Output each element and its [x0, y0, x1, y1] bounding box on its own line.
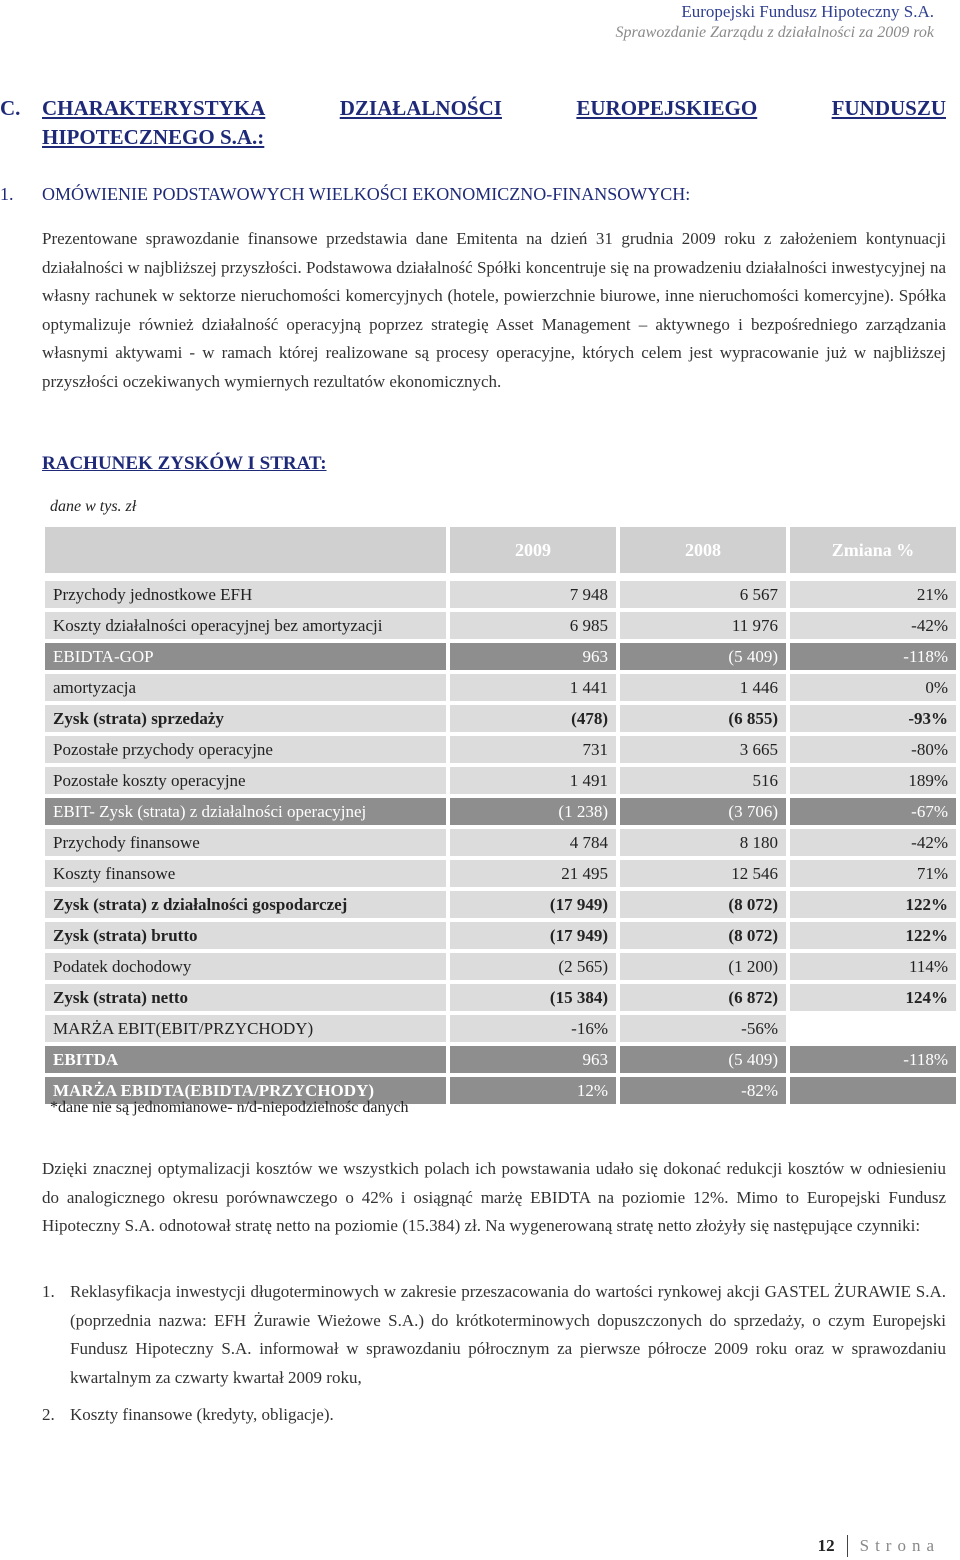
- row-label: Przychody jednostkowe EFH: [45, 581, 446, 608]
- value-change: [790, 1077, 956, 1104]
- row-label: Zysk (strata) z działalności gospodarczej: [45, 891, 446, 918]
- value-change: 189%: [790, 767, 956, 794]
- section-c-word: EUROPEJSKIEGO: [576, 96, 758, 120]
- row-label: Koszty działalności operacyjnej bez amortyzacji: [45, 612, 446, 639]
- section-c-line2: HIPOTECZNEGO S.A.:: [42, 125, 265, 149]
- value-2008: 12 546: [620, 860, 786, 887]
- value-2008: 3 665: [620, 736, 786, 763]
- value-2009: 12%: [450, 1077, 616, 1104]
- value-2009: 1 491: [450, 767, 616, 794]
- value-change: 122%: [790, 891, 956, 918]
- value-change: -42%: [790, 612, 956, 639]
- table-row: [45, 922, 956, 949]
- row-label: Przychody finansowe: [45, 829, 446, 856]
- section-1-heading: [0, 184, 946, 205]
- summary-paragraph: Dzięki znacznej optymalizacji kosztów we wszystkich polach ich powstawania udało się dokonać redukcji kosztów w odniesieniu do analogicznego okresu porównawczego o 42% i osiągnąć marżę EBIDTA na poziomie 12%. Mimo to Europejski Fundusz Hipoteczny S.A. odnotował stratę netto na poziomie (15.384) zł. Na wygenerowaną stratę netto złożyły się następujące czynniki:: [42, 1159, 946, 1235]
- pl-title: RACHUNEK ZYSKÓW I STRAT:: [42, 453, 327, 474]
- list-item-text: Reklasyfikacja inwestycji długoterminowych w zakresie przeszacowania do wartości rynkowej akcji GASTEL ŻURAWIE S.A. (poprzednia nazwa: EFH Żurawie Wieżowe S.A.) do krótkoterminowych dopuszczonych do sprzedaży, o czym Europejski Fundusz Hipoteczny S.A. informował w sprawozdaniu półrocznym za pierwsze półrocze 2009 roku oraz w sprawozdaniu kwartalnym za czwarty kwartał 2009 roku,: [70, 1282, 946, 1387]
- value-2008: (1 200): [620, 953, 786, 980]
- table-row: [45, 643, 956, 670]
- value-change: 71%: [790, 860, 956, 887]
- value-2009: 6 985: [450, 612, 616, 639]
- value-2009: (15 384): [450, 984, 616, 1011]
- table-row: [45, 705, 956, 732]
- header-cell: Zmiana %: [790, 527, 956, 573]
- value-change: 114%: [790, 953, 956, 980]
- table-row: [45, 1046, 956, 1073]
- value-change: 122%: [790, 922, 956, 949]
- list-item: [42, 1401, 946, 1430]
- header-cell: 2008: [620, 527, 786, 573]
- table-footnote: *dane nie są jednomianowe- n/d-niepodzielnośc danych: [50, 1099, 409, 1116]
- value-2009: 1 441: [450, 674, 616, 701]
- value-2009: -16%: [450, 1015, 616, 1042]
- row-label: Koszty finansowe: [45, 860, 446, 887]
- section-c-word: FUNDUSZU: [831, 96, 946, 120]
- row-label: EBITDA: [45, 1046, 446, 1073]
- list-item-number: 1.: [42, 1282, 55, 1301]
- value-2008: (8 072): [620, 922, 786, 949]
- row-label: Podatek dochodowy: [45, 953, 446, 980]
- table-row: [45, 860, 956, 887]
- section-c-heading: [0, 96, 946, 150]
- table-row: [45, 767, 956, 794]
- value-change: -118%: [790, 1046, 956, 1073]
- page-footer: [818, 1535, 940, 1557]
- value-2009: (478): [450, 705, 616, 732]
- table-row: [45, 1015, 956, 1042]
- table-row: [45, 736, 956, 763]
- value-2008: 516: [620, 767, 786, 794]
- table-row: [45, 798, 956, 825]
- value-2008: -82%: [620, 1077, 786, 1104]
- value-2009: 731: [450, 736, 616, 763]
- value-change: -93%: [790, 705, 956, 732]
- page-number: 12: [817, 1536, 835, 1555]
- row-label: Pozostałe przychody operacyjne: [45, 736, 446, 763]
- value-2008: (6 872): [620, 984, 786, 1011]
- value-2009: 4 784: [450, 829, 616, 856]
- row-label: MARŻA EBIT(EBIT/PRZYCHODY): [45, 1015, 446, 1042]
- header-company: Europejski Fundusz Hipoteczny S.A.: [681, 2, 934, 21]
- factor-list: [42, 1278, 946, 1439]
- intro-paragraph: Prezentowane sprawozdanie finansowe przedstawia dane Emitenta na dzień 31 grudnia 2009 roku z założeniem kontynuacji działalności w najbliższej przyszłości. Podstawowa działalność Spółki koncentruje się na prowadzeniu działalności inwestycyjnej na własny rachunek w sektorze nieruchomości komercyjnych (hotele, powierzchnie biurowe, inne nieruchomości komercyjne). Spółka optymalizuje również działalność operacyjną poprzez strategię Asset Management – aktywnego i bezpośredniego zarządzania własnymi aktywami - w ramach której realizowane są procesy operacyjne, których celem jest wypracowanie już w najbliższej przyszłości oczekiwanych wymiernych rezultatów ekonomicznych.: [42, 229, 946, 391]
- section-c-number: C.: [0, 96, 21, 120]
- value-2008: 1 446: [620, 674, 786, 701]
- value-2008: 8 180: [620, 829, 786, 856]
- value-change: 21%: [790, 581, 956, 608]
- table-row: [45, 829, 956, 856]
- value-2008: (8 072): [620, 891, 786, 918]
- table-row: [45, 581, 956, 608]
- value-2009: (1 238): [450, 798, 616, 825]
- value-2008: 6 567: [620, 581, 786, 608]
- row-label: Pozostałe koszty operacyjne: [45, 767, 446, 794]
- section-1-title: OMÓWIENIE PODSTAWOWYCH WIELKOŚCI EKONOMICZNO-FINANSOWYCH:: [42, 184, 691, 204]
- row-label: amortyzacja: [45, 674, 446, 701]
- value-2009: (17 949): [450, 922, 616, 949]
- section-c-word: DZIAŁALNOŚCI: [339, 96, 502, 120]
- table-row: [45, 674, 956, 701]
- value-change: -67%: [790, 798, 956, 825]
- table-row: [45, 984, 956, 1011]
- row-label: MARŻA EBIDTA(EBIDTA/PRZYCHODY): [45, 1077, 446, 1104]
- value-2009: (2 565): [450, 953, 616, 980]
- value-2008: -56%: [620, 1015, 786, 1042]
- row-label: Zysk (strata) sprzedaży: [45, 705, 446, 732]
- section-c-word: CHARAKTERYSTYKA: [42, 96, 266, 120]
- income-statement-table: [41, 523, 960, 1108]
- header-cell: [45, 527, 446, 573]
- row-label: EBIT- Zysk (strata) z działalności operacyjnej: [45, 798, 446, 825]
- value-2008: (5 409): [620, 643, 786, 670]
- header-cell: 2009: [450, 527, 616, 573]
- value-change: -42%: [790, 829, 956, 856]
- value-2009: 963: [450, 1046, 616, 1073]
- row-label: Zysk (strata) netto: [45, 984, 446, 1011]
- page-label: Strona: [859, 1536, 940, 1555]
- table-row: [45, 953, 956, 980]
- header-subtitle: Sprawozdanie Zarządu z działalności za 2009 rok: [615, 24, 934, 41]
- list-item: [42, 1278, 946, 1392]
- list-item-number: 2.: [42, 1405, 55, 1424]
- footer-divider: [847, 1535, 848, 1557]
- value-change: [790, 1015, 956, 1042]
- value-change: -118%: [790, 643, 956, 670]
- value-change: -80%: [790, 736, 956, 763]
- value-2009: 7 948: [450, 581, 616, 608]
- value-2008: (5 409): [620, 1046, 786, 1073]
- value-2008: 11 976: [620, 612, 786, 639]
- table-row: [45, 891, 956, 918]
- value-2009: 21 495: [450, 860, 616, 887]
- table-header-row: [45, 527, 956, 573]
- list-item-text: Koszty finansowe (kredyty, obligacje).: [70, 1405, 334, 1424]
- row-label: Zysk (strata) brutto: [45, 922, 446, 949]
- value-change: 124%: [790, 984, 956, 1011]
- value-change: 0%: [790, 674, 956, 701]
- value-2008: (3 706): [620, 798, 786, 825]
- value-2009: 963: [450, 643, 616, 670]
- row-label: EBIDTA-GOP: [45, 643, 446, 670]
- value-2009: (17 949): [450, 891, 616, 918]
- unit-note: dane w tys. zł: [50, 498, 137, 515]
- table-row: [45, 612, 956, 639]
- value-2008: (6 855): [620, 705, 786, 732]
- section-1-number: 1.: [0, 184, 14, 204]
- page-header: [615, 2, 934, 42]
